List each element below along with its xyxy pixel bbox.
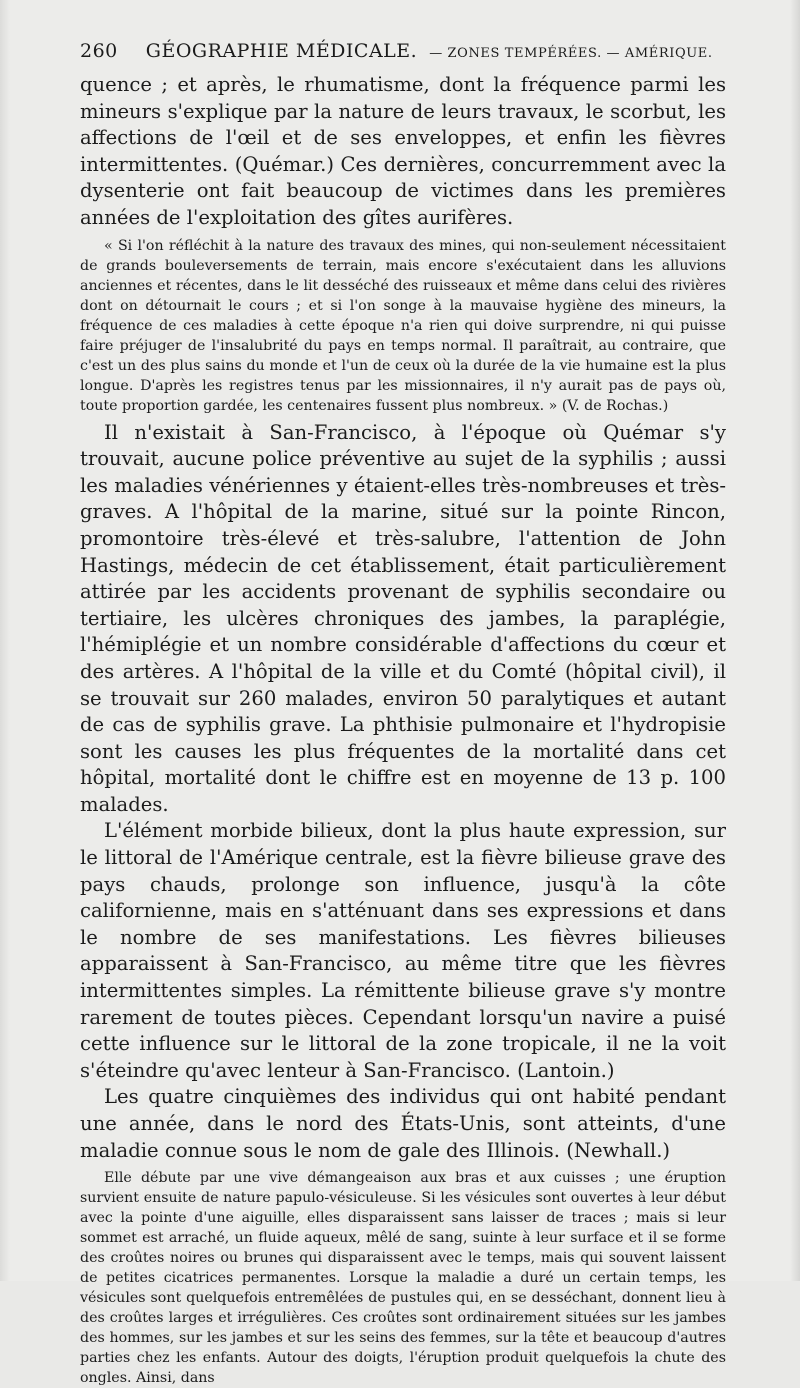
page-number: 260 — [80, 40, 118, 62]
running-header — [80, 40, 726, 70]
paragraph-syphilis: Il n'existait à San-Francisco, à l'époque où Quémar s'y trouvait, aucune police préventive au sujet de la syphilis ; aussi les maladies vénériennes y étaient-elles très-nombreuses et très-graves. A l'hôpital de la marine, situé sur la pointe Rincon, promontoire très-élevé et très-salubre, l'attention de John Hastings, médecin de cet établissement, était particulièrement attirée par les accidents provenant de syphilis secondaire ou tertiaire, les ulcères chroniques des jambes, la paraplégie, l'hémiplégie et un nombre considérable d'affections du cœur et des artères. A l'hôpital de la ville et du Comté (hôpital civil), il se trouvait sur 260 malades, environ 50 paralytiques et autant de cas de syphilis grave. La phthisie pulmonaire et l'hydropisie sont les causes les plus fréquentes de la mortalité dans cet hôpital, mortalité dont le chiffre est en moyenne de 13 p. 100 malades. — [80, 420, 726, 816]
page-body — [80, 72, 726, 1388]
running-subtitle: — ZONES TEMPÉRÉES. — AMÉRIQUE. — [429, 46, 713, 61]
quotation-rochas: « Si l'on réfléchit à la nature des travaux des mines, qui non-seulement nécessitaient de grands bouleversements de terrain, mais encore s'exécutaient dans les alluvions anciennes et récentes, dans le lit desséché des ruisseaux et même dans celui des rivières dont on détournait le cours ; et si l'on songe à la mauvaise hygiène des mineurs, la fréquence de ces maladies à cette époque n'a rien qui doive surprendre, ni qui puisse faire préjuger de l'insalubrité du pays en temps normal. Il paraîtrait, au contraire, que c'est un des plus sains du monde et l'un de ceux où la durée de la vie humaine est la plus longue. D'après les registres tenus par les missionnaires, il n'y aurait pas de pays où, toute proportion gardée, les centenaires fussent plus nombreux. » (V. de Rochas.) — [80, 237, 726, 414]
paragraph-eruption: Elle débute par une vive démangeaison aux bras et aux cuisses ; une éruption survient ensuite de nature papulo-vésiculeuse. Si les vésicules sont ouvertes à leur début avec la pointe d'une aiguille, elles disparaissent sans laisser de traces ; mais si leur sommet est arraché, un fluide aqueux, mêlé de sang, suinte à leur surface et il se forme des croûtes noires ou brunes qui disparaissent avec le temps, mais qui souvent laissent de petites cicatrices permanentes. Lorsque la maladie a duré un certain temps, les vésicules sont quelquefois entremêlées de pustules qui, en se desséchant, donnent lieu à des croûtes larges et irrégulières. Ces croûtes sont ordinairement situées sur les jambes des hommes, sur les jambes et sur les seins des femmes, sur la tête et beaucoup d'autres parties chez les enfants. Autour des doigts, l'éruption produit quelquefois la chute des ongles. Ainsi, dans — [80, 1170, 726, 1387]
running-title: GÉOGRAPHIE MÉDICALE. — [145, 40, 418, 62]
paragraph-illinois: Les quatre cinquièmes des individus qui ont habité pendant une année, dans le nord des États-Unis, sont atteints, d'une maladie connue sous le nom de gale des Illinois. (Newhall.) — [80, 1085, 726, 1162]
paragraph-continuation: quence ; et après, le rhumatisme, dont la fréquence parmi les mineurs s'explique par la nature de leurs travaux, le scorbut, les affections de l'œil et de ses enveloppes, et enfin les fièvres intermittentes. (Quémar.) Ces dernières, concurremment avec la dysenterie ont fait beaucoup de victimes dans les premières années de l'exploitation des gîtes aurifères. — [80, 73, 726, 229]
paragraph-bilious: L'élément morbide bilieux, dont la plus haute expression, sur le littoral de l'Amérique centrale, est la fièvre bilieuse grave des pays chauds, prolonge son influence, jusqu'à la côte californienne, mais en s'atténuant dans ses expressions et dans le nombre de ses manifestations. Les fièvres bilieuses apparaissent à San-Francisco, au même titre que les fièvres intermittentes simples. La rémittente bilieuse grave s'y montre rarement de toutes pièces. Cependant lorsqu'un navire a puisé cette influence sur le littoral de la zone tropicale, il ne la voit s'éteindre qu'avec lenteur à San-Francisco. (Lantoin.) — [80, 819, 726, 1082]
